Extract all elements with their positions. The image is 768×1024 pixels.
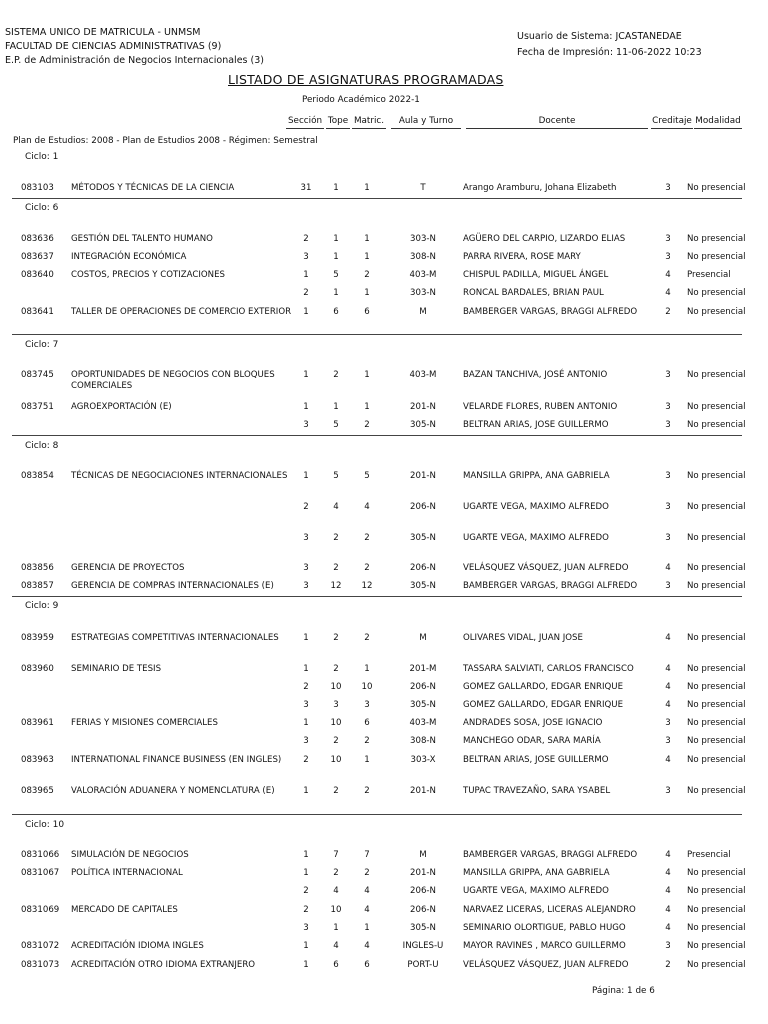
cell-cred: 3: [665, 533, 671, 543]
cell-mod: No presencial: [687, 633, 746, 643]
cell-doc: TUPAC TRAVEZAÑO, SARA YSABEL: [463, 786, 611, 796]
cell-mod: No presencial: [687, 502, 746, 512]
cell-cred: 4: [665, 633, 671, 643]
cell-tope: 4: [333, 886, 339, 896]
cell-tope: 2: [333, 370, 339, 380]
cell-doc: Arango Aramburu, Johana Elizabeth: [463, 183, 617, 193]
cell-code: 0831072: [21, 941, 60, 951]
cell-code: 083959: [21, 633, 54, 643]
cell-cred: 4: [665, 288, 671, 298]
cell-cred: 3: [665, 718, 671, 728]
cell-aula: 201-N: [410, 402, 436, 412]
cell-aula: 201-M: [409, 664, 437, 674]
cell-name: FERIAS Y MISIONES COMERCIALES: [71, 718, 218, 728]
cell-aula: INGLES-U: [402, 941, 444, 951]
cell-tope: 1: [333, 252, 339, 262]
cell-aula: 305-N: [410, 923, 436, 933]
cell-name: GERENCIA DE COMPRAS INTERNACIONALES (E): [71, 581, 274, 591]
divider: [12, 814, 742, 815]
cell-mat: 4: [364, 941, 370, 951]
cell-mod: No presencial: [687, 700, 746, 710]
cell-mod: No presencial: [687, 471, 746, 481]
cell-mat: 6: [364, 307, 370, 317]
cell-mat: 1: [364, 755, 370, 765]
academic-period: Periodo Académico 2022-1: [302, 95, 420, 105]
cell-doc: SEMINARIO OLORTIGUE, PABLO HUGO: [463, 923, 626, 933]
cell-name: SIMULACIÓN DE NEGOCIOS: [71, 850, 189, 860]
cell-aula: PORT-U: [407, 960, 439, 970]
cell-code: 083745: [21, 370, 54, 380]
cell-sec: 1: [303, 270, 309, 280]
cell-code: 083854: [21, 471, 54, 481]
cell-tope: 7: [333, 850, 339, 860]
cell-aula: 303-N: [410, 288, 436, 298]
school-name: E.P. de Administración de Negocios Internacionales (3): [5, 55, 264, 66]
col-header-modalidad-label: Modalidad: [695, 116, 741, 126]
cell-aula: 305-N: [410, 533, 436, 543]
cell-doc: BAMBERGER VARGAS, BRAGGI ALFREDO: [463, 581, 638, 591]
cell-cred: 3: [665, 786, 671, 796]
cell-mod: No presencial: [687, 252, 746, 262]
cell-name: SEMINARIO DE TESIS: [71, 664, 162, 674]
cell-aula: 201-N: [410, 786, 436, 796]
cell-mod: No presencial: [687, 886, 746, 896]
cell-mat: 2: [364, 270, 370, 280]
cell-aula: 305-N: [410, 700, 436, 710]
cell-sec: 2: [303, 502, 309, 512]
cell-aula: 206-N: [410, 905, 436, 915]
divider: [12, 435, 742, 436]
cell-mat: 1: [364, 664, 370, 674]
cell-code: 083965: [21, 786, 54, 796]
cell-aula: M: [419, 307, 427, 317]
cell-mod: No presencial: [687, 563, 746, 573]
cell-sec: 3: [303, 700, 309, 710]
cell-cred: 3: [665, 941, 671, 951]
cell-mod: No presencial: [687, 234, 746, 244]
cell-doc: UGARTE VEGA, MAXIMO ALFREDO: [463, 502, 609, 512]
cell-sec: 1: [303, 402, 309, 412]
cell-mod: No presencial: [687, 786, 746, 796]
cell-tope: 12: [330, 581, 342, 591]
cell-aula: 403-M: [409, 370, 437, 380]
cell-doc: OLIVARES VIDAL, JUAN JOSE: [463, 633, 583, 643]
cell-doc: MANSILLA GRIPPA, ANA GABRIELA: [463, 868, 610, 878]
col-header-creditaje-label: Creditaje: [652, 116, 692, 126]
col-header-tope: [326, 116, 350, 126]
cell-mod: No presencial: [687, 370, 746, 380]
cell-code: 0831067: [21, 868, 60, 878]
cell-name: MÉTODOS Y TÉCNICAS DE LA CIENCIA: [71, 183, 235, 193]
cell-aula: 308-N: [410, 736, 436, 746]
cell-mat: 3: [364, 700, 370, 710]
cell-mat: 2: [364, 563, 370, 573]
cell-cred: 3: [665, 581, 671, 591]
cell-code: 083636: [21, 234, 54, 244]
cell-mat: 2: [364, 736, 370, 746]
cell-mod: No presencial: [687, 533, 746, 543]
cell-sec: 1: [303, 633, 309, 643]
cell-mod: No presencial: [687, 905, 746, 915]
cell-mod: No presencial: [687, 183, 746, 193]
col-header-docente-label: Docente: [538, 116, 576, 126]
cell-sec: 3: [303, 420, 309, 430]
cell-sec: 1: [303, 664, 309, 674]
cell-tope: 4: [333, 941, 339, 951]
cell-tope: 1: [333, 183, 339, 193]
cell-code: 083960: [21, 664, 54, 674]
cell-sec: 3: [303, 581, 309, 591]
cell-mod: No presencial: [687, 288, 746, 298]
cell-cred: 3: [665, 183, 671, 193]
study-plan: Plan de Estudios: 2008 - Plan de Estudios 2008 - Régimen: Semestral: [13, 136, 318, 146]
ciclo-label: Ciclo: 9: [25, 601, 59, 611]
cell-mod: No presencial: [687, 402, 746, 412]
cell-code: 083637: [21, 252, 54, 262]
cell-mod: No presencial: [687, 664, 746, 674]
cell-doc: MANCHEGO ODAR, SARA MARÍA: [463, 736, 601, 746]
cell-mat: 4: [364, 886, 370, 896]
cell-sec: 1: [303, 868, 309, 878]
cell-sec: 1: [303, 850, 309, 860]
cell-code: 083751: [21, 402, 54, 412]
cell-tope: 3: [333, 700, 339, 710]
cell-cred: 4: [665, 664, 671, 674]
cell-mod: No presencial: [687, 420, 746, 430]
cell-sec: 3: [303, 736, 309, 746]
cell-aula: 201-N: [410, 868, 436, 878]
cell-tope: 2: [333, 563, 339, 573]
cell-doc: VELARDE FLORES, RUBEN ANTONIO: [463, 402, 618, 412]
cell-doc: MAYOR RAVINES , MARCO GUILLERMO: [463, 941, 626, 951]
ciclo-label: Ciclo: 1: [25, 152, 59, 162]
cell-cred: 4: [665, 700, 671, 710]
cell-mod: No presencial: [687, 923, 746, 933]
cell-aula: 206-N: [410, 886, 436, 896]
cell-aula: 303-X: [410, 755, 436, 765]
cell-mat: 2: [364, 420, 370, 430]
cell-cred: 3: [665, 252, 671, 262]
cell-sec: 1: [303, 960, 309, 970]
cell-doc: RONCAL BARDALES, BRIAN PAUL: [463, 288, 604, 298]
cell-tope: 2: [333, 664, 339, 674]
cell-doc: NARVAEZ LICERAS, LICERAS ALEJANDRO: [463, 905, 636, 915]
cell-doc: BAZAN TANCHIVA, JOSÉ ANTONIO: [463, 370, 608, 380]
cell-name: VALORACIÓN ADUANERA Y NOMENCLATURA (E): [71, 786, 275, 796]
cell-mod: No presencial: [687, 682, 746, 692]
cell-name: TALLER DE OPERACIONES DE COMERCIO EXTERIOR: [71, 307, 292, 317]
cell-doc: ANDRADES SOSA, JOSE IGNACIO: [463, 718, 603, 728]
cell-code: 0831069: [21, 905, 60, 915]
cell-tope: 2: [333, 868, 339, 878]
cell-cred: 4: [665, 682, 671, 692]
ciclo-label: Ciclo: 8: [25, 441, 59, 451]
col-header-creditaje: [651, 116, 693, 126]
cell-mat: 2: [364, 868, 370, 878]
cell-code: 083963: [21, 755, 54, 765]
print-date: Fecha de Impresión: 11-06-2022 10:23: [517, 47, 702, 58]
cell-name: GESTIÓN DEL TALENTO HUMANO: [71, 234, 213, 244]
cell-tope: 6: [333, 307, 339, 317]
cell-aula: M: [419, 633, 427, 643]
cell-cred: 4: [665, 868, 671, 878]
col-header-tope-label: Tope: [327, 116, 349, 126]
cell-mat: 12: [361, 581, 373, 591]
cell-name: POLÍTICA INTERNACIONAL: [71, 868, 183, 878]
cell-sec: 2: [303, 886, 309, 896]
cell-aula: 206-N: [410, 502, 436, 512]
cell-aula: 308-N: [410, 252, 436, 262]
cell-name: ACREDITACIÓN OTRO IDIOMA EXTRANJERO: [71, 960, 256, 970]
cell-mat: 1: [364, 370, 370, 380]
cell-mod: No presencial: [687, 581, 746, 591]
cell-aula: 206-N: [410, 563, 436, 573]
cell-code: 083641: [21, 307, 54, 317]
cell-tope: 10: [330, 755, 342, 765]
cell-mat: 4: [364, 502, 370, 512]
institution-name: SISTEMA UNICO DE MATRICULA - UNMSM: [5, 27, 201, 38]
cell-cred: 2: [665, 960, 671, 970]
cell-aula: 403-M: [409, 270, 437, 280]
cell-mat: 2: [364, 633, 370, 643]
cell-doc: GOMEZ GALLARDO, EDGAR ENRIQUE: [463, 682, 624, 692]
cell-sec: 2: [303, 905, 309, 915]
cell-cred: 4: [665, 755, 671, 765]
cell-doc: UGARTE VEGA, MAXIMO ALFREDO: [463, 886, 609, 896]
cell-sec: 2: [303, 288, 309, 298]
ciclo-label: Ciclo: 10: [25, 820, 65, 830]
col-header-aula: [391, 116, 461, 126]
cell-name: AGROEXPORTACIÓN (E): [71, 402, 172, 412]
cell-cred: 3: [665, 402, 671, 412]
cell-sec: 1: [303, 718, 309, 728]
cell-mod: No presencial: [687, 868, 746, 878]
cell-doc: VELÁSQUEZ VÁSQUEZ, JUAN ALFREDO: [463, 563, 629, 573]
cell-cred: 3: [665, 471, 671, 481]
cell-cred: 4: [665, 886, 671, 896]
cell-mod: No presencial: [687, 718, 746, 728]
cell-mat: 6: [364, 718, 370, 728]
cell-tope: 2: [333, 736, 339, 746]
cell-sec: 3: [303, 563, 309, 573]
cell-doc: CHISPUL PADILLA, MIGUEL ÁNGEL: [463, 270, 609, 280]
cell-name: MERCADO DE CAPITALES: [71, 905, 178, 915]
cell-name: GERENCIA DE PROYECTOS: [71, 563, 185, 573]
cell-doc: GOMEZ GALLARDO, EDGAR ENRIQUE: [463, 700, 624, 710]
cell-tope: 5: [333, 420, 339, 430]
cell-doc: AGÜERO DEL CARPIO, LIZARDO ELIAS: [463, 234, 626, 244]
cell-sec: 31: [300, 183, 312, 193]
cell-aula: 201-N: [410, 471, 436, 481]
cell-aula: M: [419, 850, 427, 860]
cell-cred: 3: [665, 420, 671, 430]
cell-mat: 2: [364, 786, 370, 796]
col-header-docente: [466, 116, 648, 126]
cell-sec: 3: [303, 252, 309, 262]
cell-mod: No presencial: [687, 755, 746, 765]
page-number: Página: 1 de 6: [592, 986, 655, 996]
cell-aula: 305-N: [410, 420, 436, 430]
cell-mat: 1: [364, 402, 370, 412]
cell-name: INTERNATIONAL FINANCE BUSINESS (EN INGLES): [71, 755, 282, 765]
cell-mod: Presencial: [687, 270, 731, 280]
cell-cred: 3: [665, 502, 671, 512]
cell-name: TÉCNICAS DE NEGOCIACIONES INTERNACIONALES: [71, 471, 288, 481]
cell-name: INTEGRACIÓN ECONÓMICA: [71, 252, 187, 262]
cell-mat: 1: [364, 923, 370, 933]
cell-doc: TASSARA SALVIATI, CARLOS FRANCISCO: [463, 664, 634, 674]
cell-doc: BELTRAN ARIAS, JOSE GUILLERMO: [463, 755, 609, 765]
cell-tope: 2: [333, 533, 339, 543]
cell-aula: 403-M: [409, 718, 437, 728]
cell-mod: Presencial: [687, 850, 731, 860]
cell-mat: 2: [364, 533, 370, 543]
divider: [12, 334, 742, 335]
system-user: Usuario de Sistema: JCASTANEDAE: [517, 31, 682, 42]
cell-tope: 10: [330, 905, 342, 915]
cell-code: 0831073: [21, 960, 60, 970]
col-header-seccion: [286, 116, 324, 126]
cell-tope: 5: [333, 471, 339, 481]
cell-cred: 2: [665, 307, 671, 317]
ciclo-label: Ciclo: 6: [25, 203, 59, 213]
cell-tope: 4: [333, 502, 339, 512]
divider: [12, 596, 742, 597]
cell-aula: T: [420, 183, 426, 193]
divider: [12, 198, 742, 199]
cell-doc: UGARTE VEGA, MAXIMO ALFREDO: [463, 533, 609, 543]
cell-sec: 2: [303, 755, 309, 765]
cell-mat: 1: [364, 234, 370, 244]
cell-cred: 4: [665, 905, 671, 915]
cell-cred: 3: [665, 370, 671, 380]
cell-mat: 10: [361, 682, 373, 692]
cell-cred: 4: [665, 923, 671, 933]
cell-tope: 10: [330, 682, 342, 692]
page-title: LISTADO DE ASIGNATURAS PROGRAMADAS: [228, 72, 504, 87]
col-header-seccion-label: Sección: [287, 116, 323, 126]
cell-sec: 3: [303, 533, 309, 543]
cell-cred: 4: [665, 850, 671, 860]
faculty-name: FACULTAD DE CIENCIAS ADMINISTRATIVAS (9): [5, 41, 222, 52]
cell-sec: 1: [303, 471, 309, 481]
cell-cred: 3: [665, 736, 671, 746]
cell-mat: 6: [364, 960, 370, 970]
cell-doc: BAMBERGER VARGAS, BRAGGI ALFREDO: [463, 850, 638, 860]
cell-mod: No presencial: [687, 941, 746, 951]
cell-mod: No presencial: [687, 736, 746, 746]
cell-code: 083856: [21, 563, 54, 573]
cell-sec: 1: [303, 307, 309, 317]
cell-mat: 1: [364, 288, 370, 298]
cell-mat: 4: [364, 905, 370, 915]
cell-tope: 5: [333, 270, 339, 280]
cell-tope: 1: [333, 923, 339, 933]
cell-mat: 7: [364, 850, 370, 860]
col-header-matric: [352, 116, 386, 126]
cell-sec: 2: [303, 682, 309, 692]
cell-doc: MANSILLA GRIPPA, ANA GABRIELA: [463, 471, 610, 481]
cell-mat: 5: [364, 471, 370, 481]
cell-sec: 3: [303, 923, 309, 933]
cell-sec: 1: [303, 941, 309, 951]
cell-tope: 1: [333, 288, 339, 298]
cell-name: ACREDITACIÓN IDIOMA INGLES: [71, 941, 204, 951]
cell-code: 083857: [21, 581, 54, 591]
cell-name: ESTRATEGIAS COMPETITIVAS INTERNACIONALES: [71, 633, 279, 643]
cell-name: OPORTUNIDADES DE NEGOCIOS CON BLOQUES COMERCIALES: [71, 370, 275, 391]
cell-tope: 10: [330, 718, 342, 728]
cell-doc: VELÁSQUEZ VÁSQUEZ, JUAN ALFREDO: [463, 960, 629, 970]
cell-tope: 1: [333, 234, 339, 244]
cell-doc: BELTRAN ARIAS, JOSE GUILLERMO: [463, 420, 609, 430]
cell-mat: 1: [364, 183, 370, 193]
cell-code: 083640: [21, 270, 54, 280]
col-header-aula-label: Aula y Turno: [398, 116, 454, 126]
cell-cred: 4: [665, 270, 671, 280]
cell-code: 083103: [21, 183, 54, 193]
cell-name: COSTOS, PRECIOS Y COTIZACIONES: [71, 270, 225, 280]
ciclo-label: Ciclo: 7: [25, 340, 59, 350]
cell-doc: PARRA RIVERA, ROSE MARY: [463, 252, 581, 262]
cell-doc: BAMBERGER VARGAS, BRAGGI ALFREDO: [463, 307, 638, 317]
cell-aula: 206-N: [410, 682, 436, 692]
cell-aula: 303-N: [410, 234, 436, 244]
cell-aula: 305-N: [410, 581, 436, 591]
cell-sec: 2: [303, 234, 309, 244]
cell-tope: 1: [333, 402, 339, 412]
cell-tope: 6: [333, 960, 339, 970]
cell-tope: 2: [333, 786, 339, 796]
cell-code: 083961: [21, 718, 54, 728]
col-header-matric-label: Matric.: [353, 116, 385, 126]
cell-tope: 2: [333, 633, 339, 643]
cell-cred: 3: [665, 234, 671, 244]
cell-sec: 1: [303, 786, 309, 796]
cell-mod: No presencial: [687, 307, 746, 317]
cell-cred: 4: [665, 563, 671, 573]
cell-mod: No presencial: [687, 960, 746, 970]
cell-code: 0831066: [21, 850, 60, 860]
cell-mat: 1: [364, 252, 370, 262]
col-header-modalidad: [694, 116, 742, 126]
cell-sec: 1: [303, 370, 309, 380]
